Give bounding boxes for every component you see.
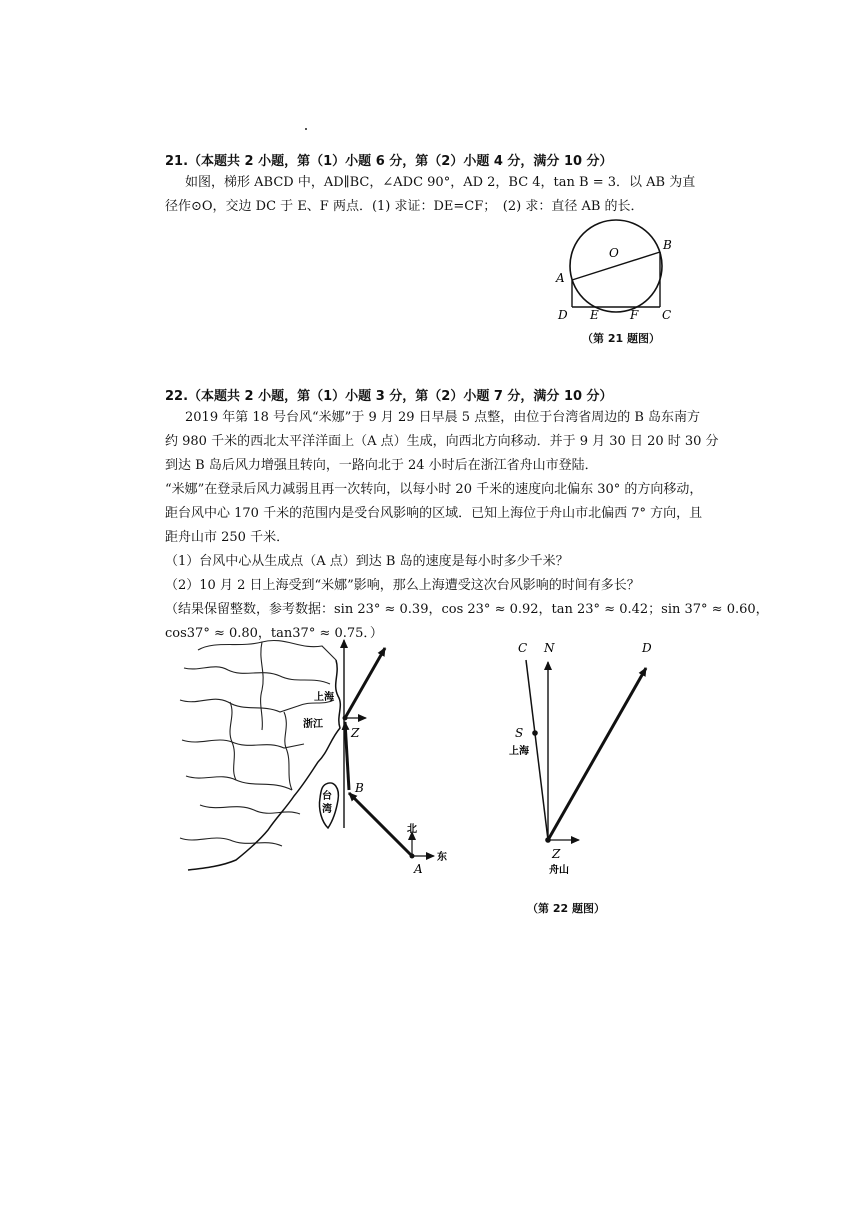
- label-f: F: [630, 308, 639, 322]
- q21-line-2: 径作⊙O，交边 DC 于 E、F 两点．(1) 求证：DE=CF； (2) 求：直径 AB 的长．: [165, 199, 644, 214]
- point-z-dot: [343, 716, 348, 721]
- label-shanghai: 上海: [509, 746, 529, 757]
- map-label-north: 北: [407, 824, 417, 835]
- label-c: C: [518, 641, 528, 655]
- q22-line-6: 距舟山市 250 千米．: [165, 530, 290, 545]
- q21-line-1: 如图，梯形 ABCD 中，AD∥BC，∠ADC 90°，AD 2，BC 4，tan B = 3．以 AB 为直: [185, 175, 696, 190]
- map-label-zhejiang: 浙江: [303, 719, 323, 730]
- point-s-dot: [532, 730, 538, 736]
- q22-vector-diagram: [505, 635, 675, 880]
- q22-line-9: （结果保留整数，参考数据：sin 23° ≈ 0.39，cos 23° ≈ 0.92，tan 23° ≈ 0.42；sin 37° ≈ 0.60，: [165, 602, 769, 617]
- point-z-dot: [545, 837, 551, 843]
- label-s: S: [515, 726, 524, 740]
- q22-line-10: cos37° ≈ 0.80，tan37° ≈ 0.75．）: [165, 626, 383, 641]
- label-d: D: [558, 308, 568, 322]
- q22-heading: 22.（本题共 2 小题，第（1）小题 3 分，第（2）小题 7 分，满分 10 分）: [165, 389, 613, 404]
- map-label-taiwan-2: 湾: [322, 804, 332, 815]
- q22-line-1: 2019 年第 18 号台风“米娜”于 9 月 29 日早晨 5 点整，由位于台湾省周边的 B 岛东南方: [185, 410, 701, 425]
- label-b: B: [663, 238, 672, 252]
- label-a: A: [556, 271, 565, 285]
- map-label-b: B: [355, 781, 364, 795]
- label-e: E: [590, 308, 599, 322]
- q22-line-2: 约 980 千米的西北太平洋洋面上（A 点）生成，向西北方向移动．并于 9 月 30 日 20 时 30 分: [165, 434, 719, 449]
- label-c: C: [662, 308, 672, 322]
- map-label-a: A: [414, 862, 423, 876]
- label-zhoushan: 舟山: [549, 865, 569, 876]
- q22-line-7: （1）台风中心从生成点（A 点）到达 B 岛的速度是每小时多少千米？: [165, 554, 569, 569]
- q22-map-figure: [175, 630, 465, 880]
- label-d: D: [642, 641, 652, 655]
- label-n: N: [544, 641, 555, 655]
- q22-line-5: 距台风中心 170 千米的范围内是受台风影响的区域．已知上海位于舟山市北偏西 7° 方向，且: [165, 506, 703, 521]
- track-z-to-ne: [345, 648, 385, 718]
- map-label-shanghai: 上海: [314, 692, 334, 703]
- label-z: Z: [552, 847, 561, 861]
- track-a-to-b: [349, 793, 412, 856]
- map-label-taiwan-1: 台: [322, 791, 332, 802]
- q22-line-4: “米娜”在登录后风力减弱且再一次转向，以每小时 20 千米的速度向北偏东 30° 的方向移动，: [165, 482, 703, 497]
- point-a-dot: [410, 854, 415, 859]
- line-z-to-c: [526, 660, 548, 840]
- map-label-z: Z: [351, 726, 360, 740]
- label-o: O: [609, 246, 619, 260]
- province-borders: [180, 640, 336, 846]
- q21-caption: （第 21 题图）: [582, 332, 660, 345]
- map-label-east: 东: [437, 852, 447, 863]
- q22-caption: （第 22 题图）: [527, 902, 605, 915]
- track-b-to-z: [345, 722, 349, 790]
- q21-figure: [540, 215, 690, 330]
- line-z-to-d: [548, 668, 646, 840]
- scan-speck: [305, 128, 307, 130]
- q21-heading: 21.（本题共 2 小题，第（1）小题 6 分，第（2）小题 4 分，满分 10 分）: [165, 154, 613, 169]
- q22-line-8: （2）10 月 2 日上海受到“米娜”影响，那么上海遭受这次台风影响的时间有多长？: [165, 578, 640, 593]
- q22-line-3: 到达 B 岛后风力增强且转向，一路向北于 24 小时后在浙江省舟山市登陆．: [165, 458, 598, 473]
